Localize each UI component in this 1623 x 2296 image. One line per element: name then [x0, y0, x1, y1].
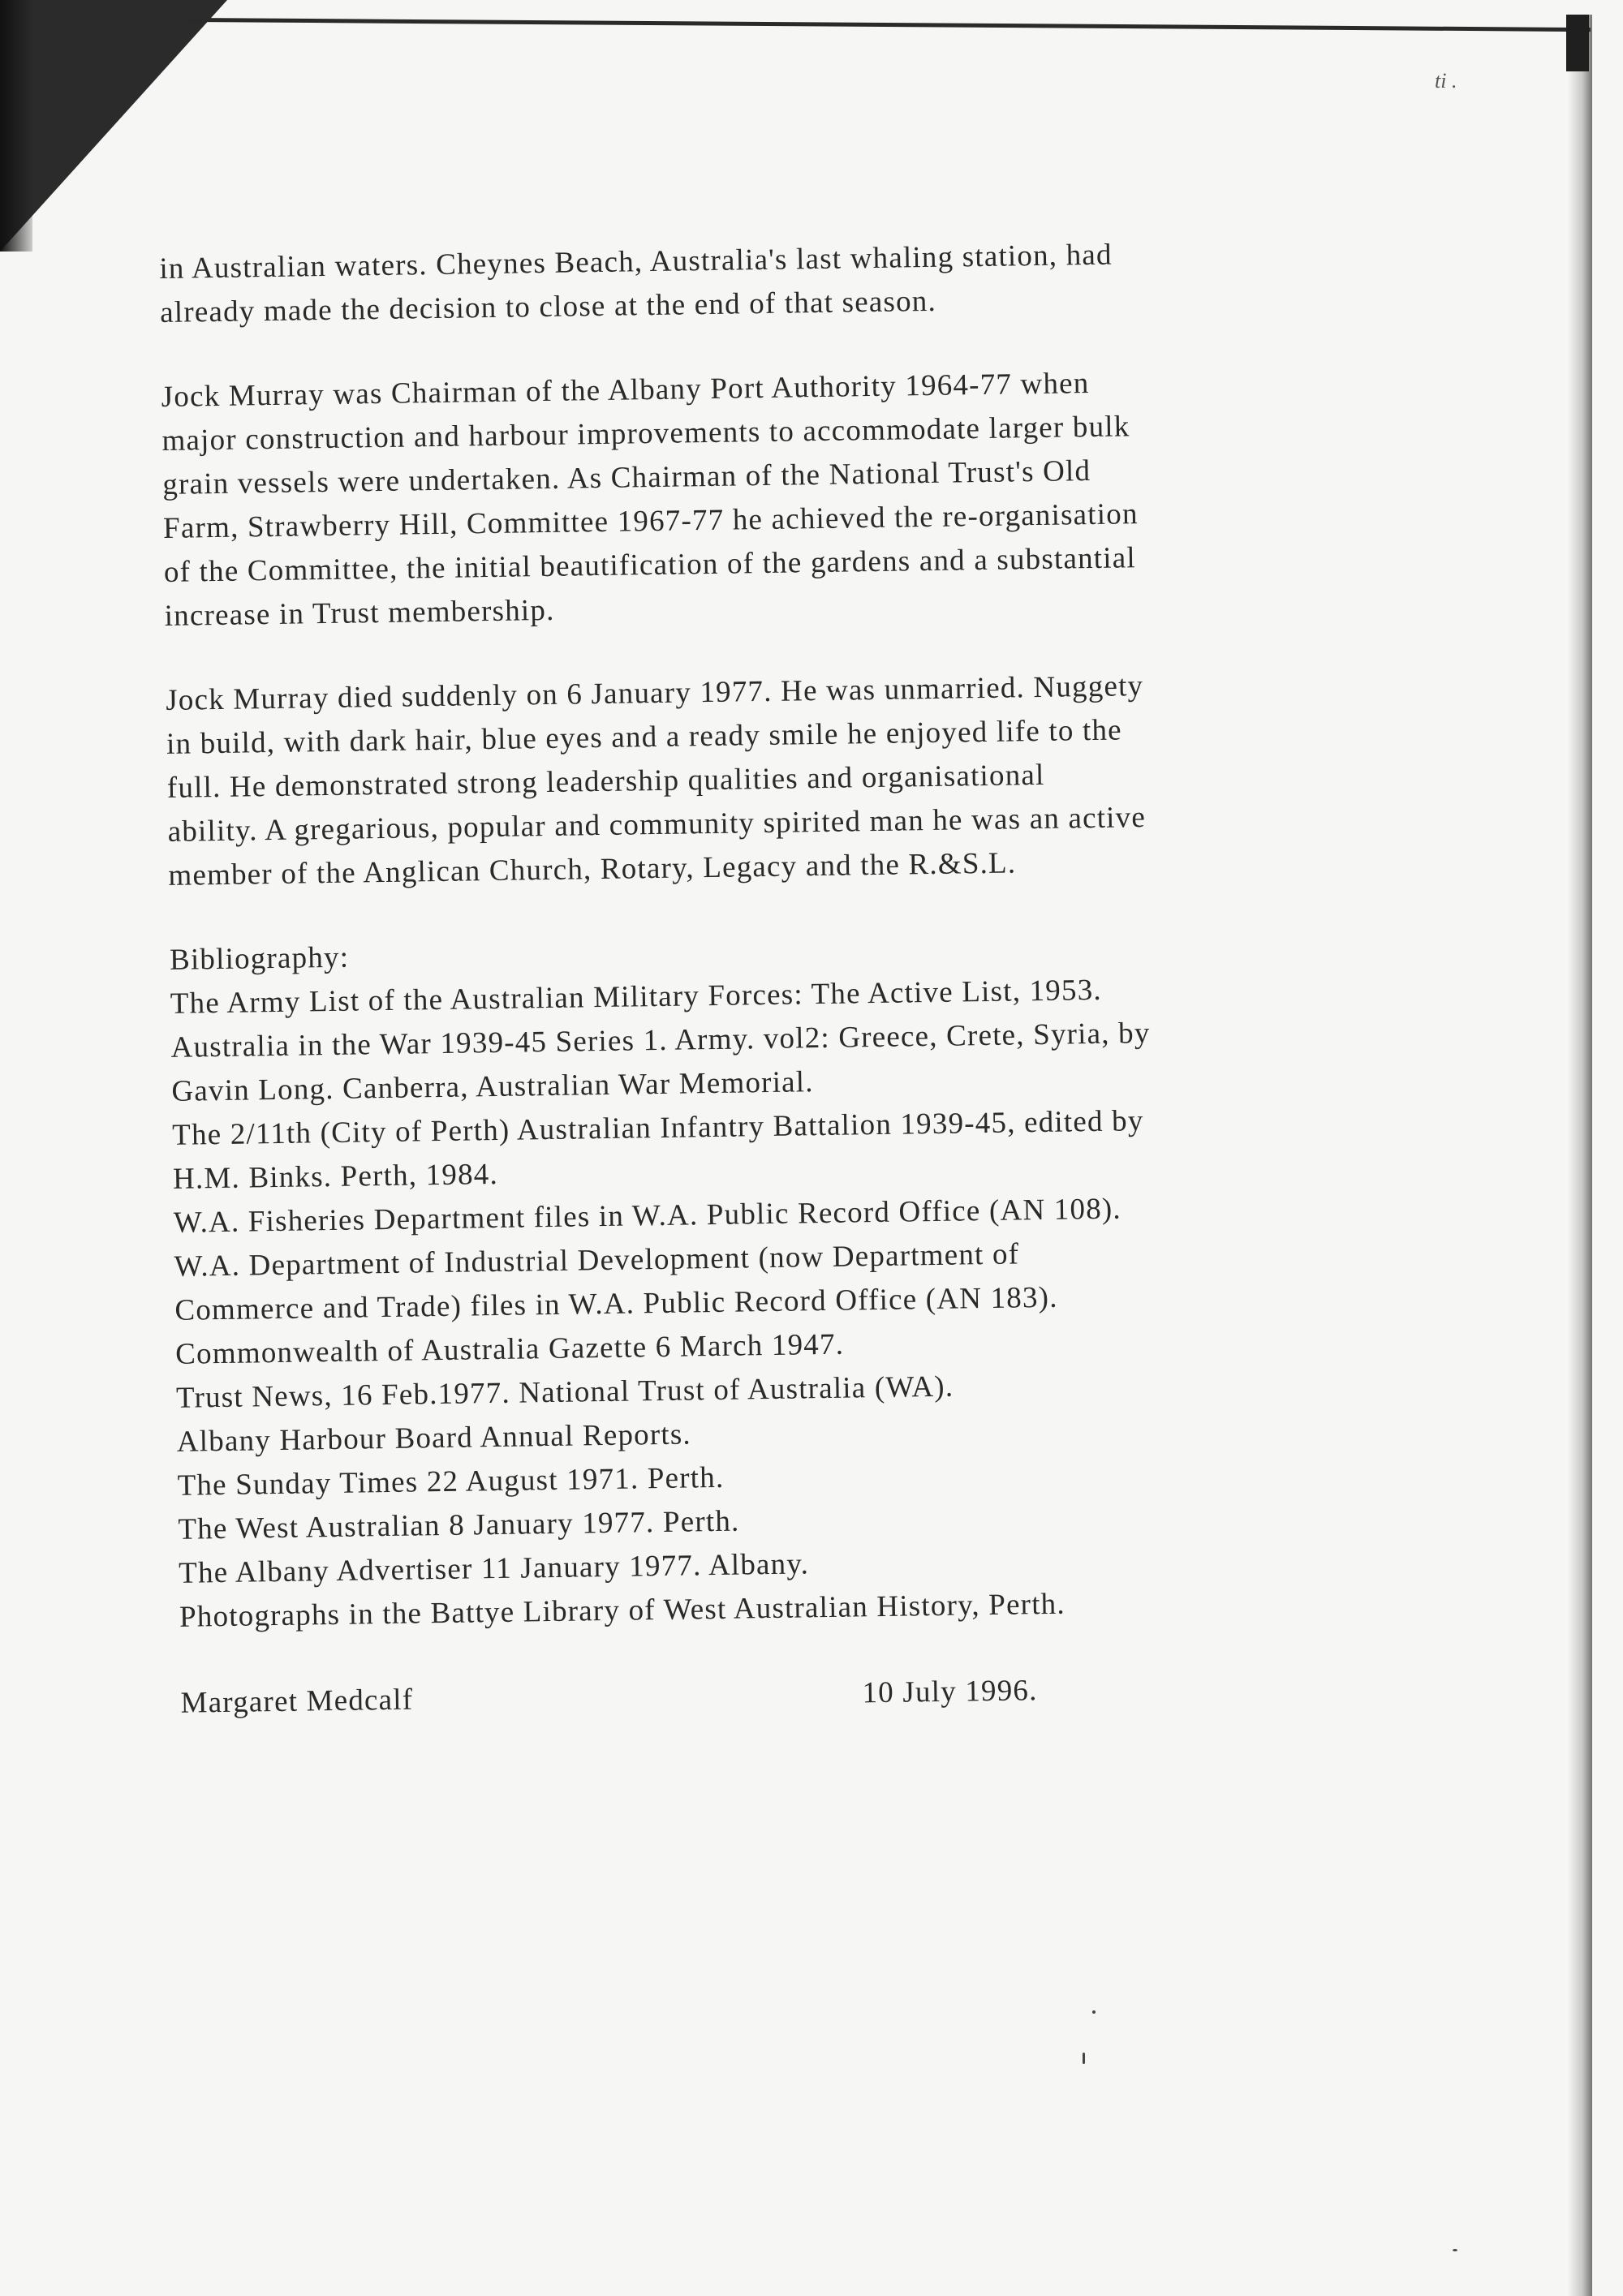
- page-right-tab: [1566, 15, 1589, 71]
- bibliography-entry: The 2/11th (City of Perth) Australian Infantry Battalion 1939-45, edited by: [171, 1104, 1144, 1152]
- text-line: ability. A gregarious, popular and community spirited man he was an active: [167, 801, 1147, 849]
- text-line: full. He demonstrated strong leadership qualities and organisational: [166, 758, 1045, 805]
- scan-speck: [1453, 2249, 1457, 2251]
- bibliography-heading: Bibliography:: [169, 940, 350, 977]
- corner-shadow: [0, 0, 32, 252]
- text-line: already made the decision to close at the end of that season.: [159, 284, 937, 329]
- bibliography-entry: W.A. Fisheries Department files in W.A. Public Record Office (AN 108).: [173, 1192, 1122, 1240]
- signature-row: [180, 1664, 1398, 1726]
- page-mark: ti .: [1435, 69, 1457, 92]
- signature-date: 10 July 1996.: [862, 1674, 1038, 1710]
- text-line: Jock Murray died suddenly on 6 January 1977. He was unmarried. Nuggety: [165, 669, 1144, 717]
- bibliography: [170, 921, 1397, 1640]
- bibliography-entry: Gavin Long. Canberra, Australian War Memorial.: [171, 1065, 814, 1108]
- bibliography-entry: The Sunday Times 22 August 1971. Perth.: [177, 1460, 725, 1503]
- folded-corner: [0, 0, 227, 252]
- bibliography-entry: Commerce and Trade) files in W.A. Public Record Office (AN 183).: [174, 1280, 1058, 1327]
- paragraph-death: [166, 661, 1386, 898]
- bibliography-entry: H.M. Binks. Perth, 1984.: [172, 1157, 499, 1196]
- scan-speck: [1092, 2010, 1096, 2014]
- paragraph-port-authority: [161, 358, 1382, 638]
- text-line: Farm, Strawberry Hill, Committee 1967-77 he achieved the re-organisation: [162, 497, 1139, 545]
- text-line: major construction and harbour improvements to accommodate larger bulk: [161, 410, 1130, 458]
- bibliography-entry: The West Australian 8 January 1977. Perth.: [178, 1504, 740, 1546]
- text-line: in build, with dark hair, blue eyes and a ready smile he enjoyed life to the: [166, 713, 1123, 761]
- scan-speck: [1083, 2053, 1085, 2064]
- bibliography-entry: The Army List of the Australian Military Forces: The Active List, 1953.: [170, 973, 1103, 1021]
- document-body: [159, 230, 1398, 1726]
- page-top-edge: [187, 18, 1591, 32]
- text-line: increase in Trust membership.: [164, 593, 555, 633]
- paragraph-whaling: [159, 230, 1377, 335]
- bibliography-entry: Photographs in the Battye Library of West Australian History, Perth.: [179, 1587, 1066, 1634]
- bibliography-entry: The Albany Advertiser 11 January 1977. Albany.: [178, 1547, 810, 1590]
- bibliography-entry: Australia in the War 1939-45 Series 1. Army. vol2: Greece, Crete, Syria, by: [170, 1016, 1151, 1064]
- author-name: Margaret Medcalf: [180, 1683, 414, 1720]
- page-right-edge-shadow: [1568, 15, 1592, 2296]
- text-line: in Australian waters. Cheynes Beach, Australia's last whaling station, had: [159, 238, 1113, 286]
- bibliography-entry: W.A. Department of Industrial Development (now Department of: [174, 1237, 1020, 1283]
- text-line: grain vessels were undertaken. As Chairman of the National Trust's Old: [162, 454, 1091, 501]
- bibliography-entry: Albany Harbour Board Annual Reports.: [176, 1417, 692, 1459]
- text-line: Jock Murray was Chairman of the Albany Port Authority 1964-77 when: [161, 367, 1090, 414]
- text-line: member of the Anglican Church, Rotary, Legacy and the R.&S.L.: [168, 846, 1017, 892]
- bibliography-entry: Trust News, 16 Feb.1977. National Trust of Australia (WA).: [175, 1369, 954, 1415]
- text-line: of the Committee, the initial beautification of the gardens and a substantial: [163, 541, 1137, 589]
- bibliography-entry: Commonwealth of Australia Gazette 6 March 1947.: [174, 1327, 845, 1371]
